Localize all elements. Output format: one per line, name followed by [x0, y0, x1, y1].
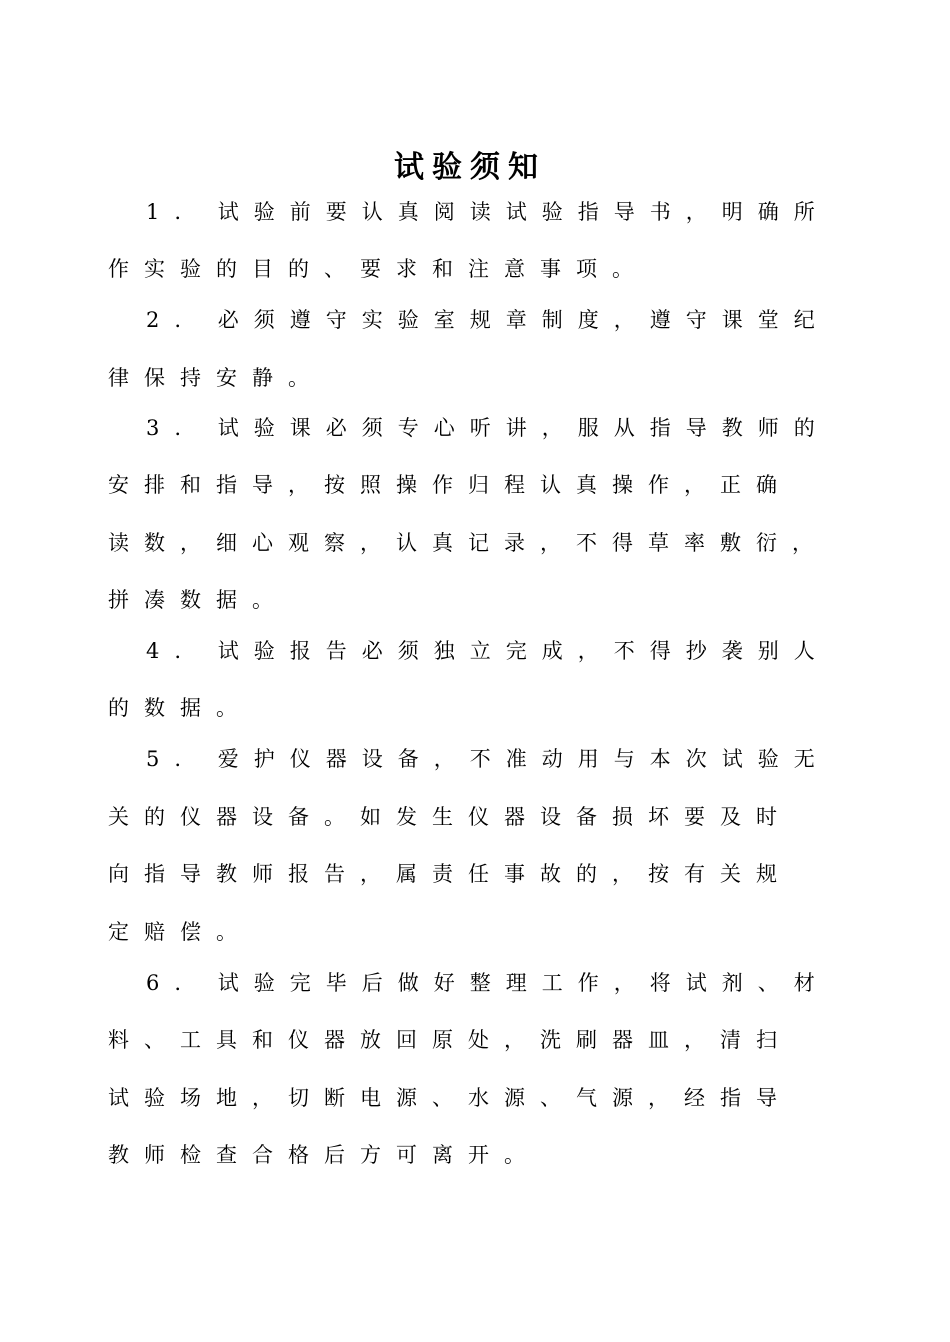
- rule-3-line-2: 安排和指导，按照操作归程认真操作，正确: [108, 473, 792, 497]
- rule-3-line-3: 读数，细心观察，认真记录，不得草率敷衍，: [108, 531, 828, 555]
- rule-5-line-1: 5. 爱护仪器设备，不准动用与本次试验无: [146, 747, 830, 771]
- rule-6-line-3: 试验场地，切断电源、水源、气源，经指导: [108, 1086, 792, 1110]
- page-title: 试验须知: [394, 150, 546, 185]
- rule-5-line-4: 定赔偿。: [108, 920, 252, 944]
- rule-4-line-1: 4. 试验报告必须独立完成，不得抄袭别人: [146, 639, 830, 663]
- rule-1-line-2: 作实验的目的、要求和注意事项。: [108, 257, 648, 281]
- rule-6-line-4: 教师检查合格后方可离开。: [108, 1143, 540, 1167]
- rule-6-line-2: 料、工具和仪器放回原处，洗刷器皿，清扫: [108, 1028, 792, 1052]
- rule-6-line-1: 6. 试验完毕后做好整理工作，将试剂、材: [146, 971, 830, 995]
- rule-4-line-2: 的数据。: [108, 696, 252, 720]
- rule-1-line-1: 1. 试验前要认真阅读试验指导书，明确所: [146, 200, 830, 224]
- rule-3-line-4: 拼凑数据。: [108, 588, 288, 612]
- rule-3-line-1: 3. 试验课必须专心听讲，服从指导教师的: [146, 416, 830, 440]
- rule-5-line-2: 关的仪器设备。如发生仪器设备损坏要及时: [108, 805, 792, 829]
- rule-2-line-2: 律保持安静。: [108, 366, 324, 390]
- rule-5-line-3: 向指导教师报告，属责任事故的，按有关规: [108, 862, 792, 886]
- rule-2-line-1: 2. 必须遵守实验室规章制度，遵守课堂纪: [146, 308, 830, 332]
